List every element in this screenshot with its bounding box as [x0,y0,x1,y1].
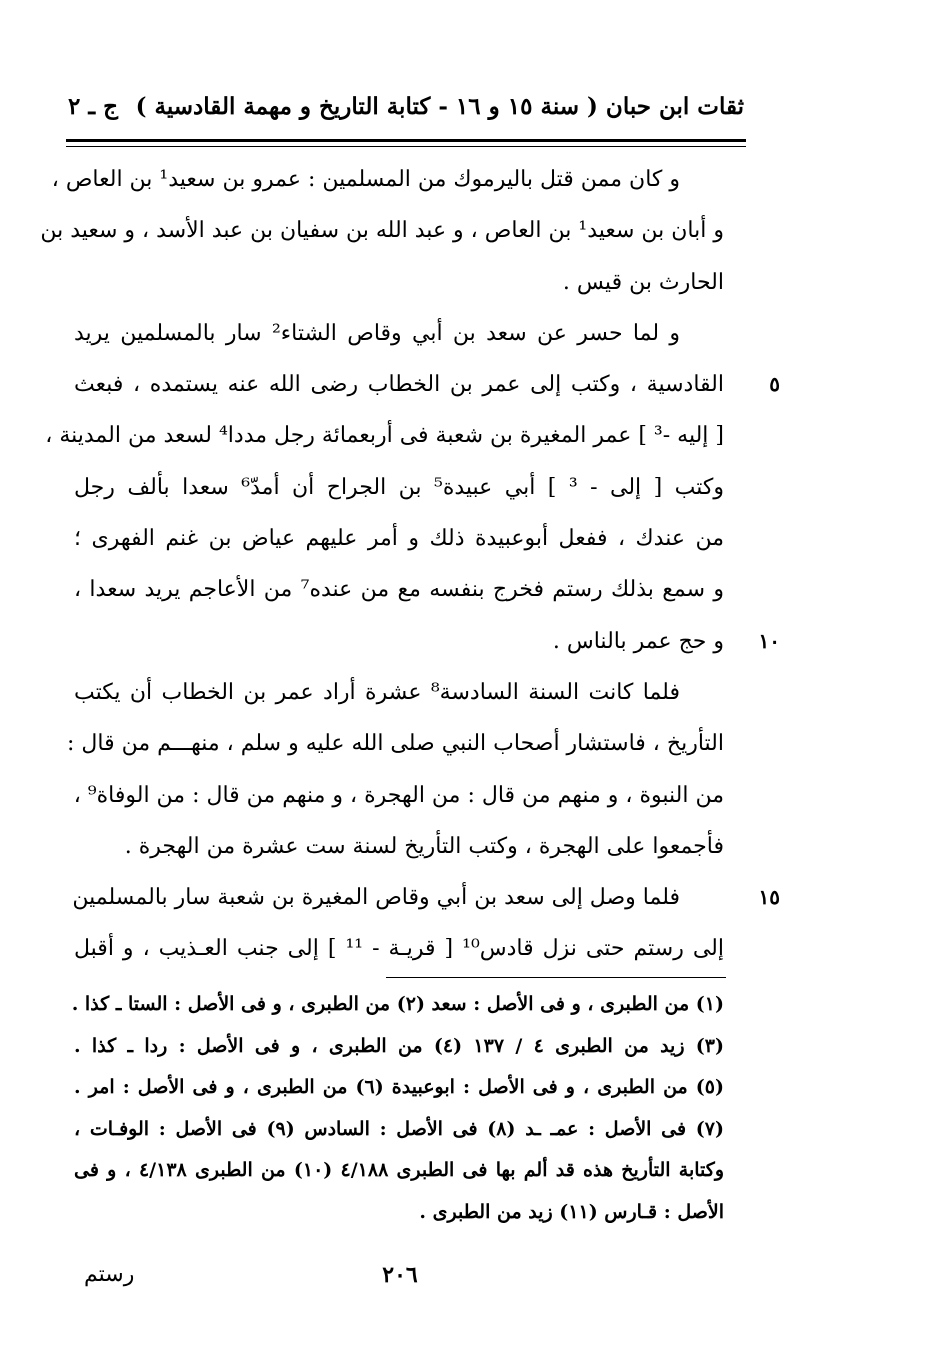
footnote-line: وكتابة التأريخ هذه قد ألم بها فى الطبرى ٤/١٨٨ (١٠) من الطبرى ٤/١٣٨ ، و فى [74,1159,725,1181]
text-line-content: الحارث بن قيس . [562,269,724,295]
text-line-content: و لما حسر عن سعد بن أبي وقاص الشتاء² سار بالمسلمين يريد [74,320,681,346]
text-line-content: من عندك ، ففعل أبوعبيدة ذلك و أمر عليهم عياض بن غنم الفهرى ؛ [74,526,724,552]
line-number: ١٠ [758,628,780,653]
text-line-content: التأريخ ، فاستشار أصحاب النبي صلى الله عليه و سلم ، منهـــم من قال : [66,731,724,757]
text-line [74,616,780,667]
footnote-line: (٥) من الطبرى ، و فى الأصل : ابوعبيدة (٦) من الطبرى ، و فى الأصل : امر . [74,1076,725,1098]
text-line [74,667,724,718]
header-rule-thick [66,139,746,142]
header-title: ثقات ابن حبان ( سنة ١٥ و ١٦ - كتابة التاريخ و مهمة القادسية ) [135,92,744,120]
text-line-content: من النبوة ، و منهم من قال : من الهجرة ، و منهم من قال : من الوفاة⁹ ، [73,782,724,808]
text-line-content: و سمع بذلك رستم فخرج بنفسه مع من عنده⁷ من الأعاجم يريد سعدا ، [74,577,725,603]
text-line [74,359,780,410]
footnote-rule [386,977,726,978]
catchword: رستم [84,1262,135,1287]
running-header [68,86,744,126]
text-line-content: [ إليه -³ ] عمر المغيرة بن شعبة فى أربعمائة رجل مددا⁴ لسعد من المدينة ، [45,423,724,449]
header-volume: ج ـ ٢ [68,92,118,120]
text-line [74,564,724,615]
text-line [74,513,724,564]
text-line [74,257,724,308]
text-line-content: و كان ممن قتل باليرموك من المسلمين : عمرو بن سعيد¹ بن العاص ، [51,167,680,192]
line-number: ١٥ [758,885,780,910]
footnote-line: (١) من الطبرى ، و فى الأصل : سعد (٢) من الطبرى ، و فى الأصل : الستا ـ كذا . [71,993,724,1015]
text-line-content: القادسية ، وكتب إلى عمر بن الخطاب رضى الله عنه يستمده ، فبعث [74,372,724,398]
header-rule-thin [66,146,746,147]
text-line [45,410,724,461]
text-line [74,308,724,359]
text-line-content: و حج عمر بالناس . [552,628,724,654]
text-line-content: فلما وصل إلى سعد بن أبي وقاص المغيرة بن شعبة سار بالمسلمين [72,885,680,911]
text-line [74,821,724,872]
page-number: ٢٠٦ [382,1262,418,1288]
line-number: ٥ [769,372,780,397]
text-line-content: فلما كانت السنة السادسة⁸ عشرة أراد عمر بن الخطاب أن يكتب [74,679,680,705]
text-line-content: إلى رستم حتى نزل قادس¹⁰ [ قريـة - ¹¹ ] إلى جنب العـذيب ، و أقبل [74,936,724,962]
footnote-line: (٧) فى الأصل : عمـ ـد (٨) فى الأصل : السادس (٩) فى الأصل : الوفـات ، [74,1117,724,1140]
text-line [74,923,724,974]
main-text [40,154,780,975]
text-line [72,872,780,923]
text-line [66,718,724,769]
text-line [74,770,724,821]
text-line [51,154,724,205]
text-line-content: فأجمعوا على الهجرة ، وكتب التأريخ لسنة ست عشرة من الهجرة . [124,833,724,859]
text-line [74,462,724,513]
footnote-line: الأصل : قـارس (١١) زيد من الطبرى . [419,1200,724,1223]
footnote-line: (٣) زيد من الطبرى ٤ / ١٣٧ (٤) من الطبرى ، و فى الأصل : ردا ـ كذا . [74,1034,725,1057]
text-line-content: وكتب [ إلى - ³ ] أبي عبيدة⁵ بن الجراح أن أمدّ⁶ سعدا بألف رجل [74,474,725,500]
text-line [40,205,724,256]
footnotes [71,984,725,1233]
text-line-content: و أبان بن سعيد¹ بن العاص ، و عبد الله بن سفيان بن عبد الأسد ، و سعيد بن [40,218,724,244]
